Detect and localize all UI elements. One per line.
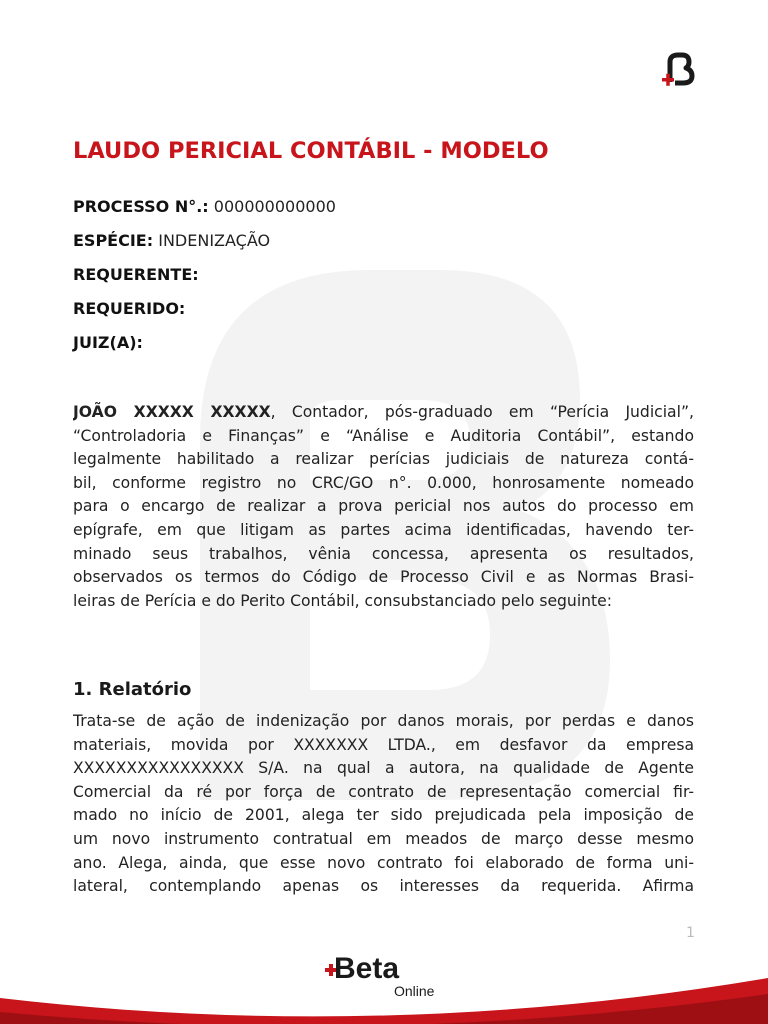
paragraph-line: para o encargo de realizar a prova pericial nos autos do processo em [73,497,694,516]
beta-logo-icon [662,52,698,88]
paragraph-line: materiais, movida por XXXXXXX LTDA., em desfavor da empresa [73,735,694,754]
beta-online-logo [322,948,452,1004]
paragraph-line: ano. Alega, ainda, que esse novo contrato foi elaborado de forma uni- [73,853,694,872]
field-label: JUIZ(A): [73,333,143,352]
footer-brand-text: Beta [334,952,400,985]
field-value: INDENIZAÇÃO [158,231,271,250]
report-paragraph [73,710,694,899]
field-label: ESPÉCIE: [73,231,154,250]
paragraph-line: bil, conforme registro no CRC/GO n°. 0.000, honrosamente nomeado [73,473,694,492]
paragraph-line: “Controladoria e Finanças” e “Análise e Auditoria Contábil”, estando [73,426,694,445]
paragraph-line: lateral, contemplando apenas os interesses da requerida. Afirma [73,877,694,896]
paragraph-line: epígrafe, em que litigam as partes acima identificadas, havendo ter- [73,520,694,539]
intro-paragraph [73,401,694,613]
expert-name: JOÃO XXXXX XXXXX [73,403,271,421]
field-requerente [73,265,336,299]
paragraph-line: Comercial da ré por força de contrato de representação comercial fir- [73,782,694,801]
field-value: 000000000000 [213,197,336,216]
field-requerido [73,299,336,333]
field-label: REQUERIDO: [73,299,186,318]
paragraph-line [73,401,694,425]
paragraph-line: um novo instrumento contratual em meados de março desse mesmo [73,829,694,848]
case-fields [73,197,336,367]
paragraph-line: minado seus trabalhos, vênia concessa, apresenta os resultados, [73,544,694,563]
section-title: 1. Relatório [73,679,192,700]
line-text: , Contador, pós-graduado em “Perícia Judicial”, [270,403,694,421]
paragraph-line: observados os termos do Código de Processo Civil e as Normas Brasi- [73,568,694,587]
field-processo [73,197,336,231]
paragraph-line: mado no início de 2001, alega ter sido prejudicada pela imposição de [73,806,694,825]
field-label: REQUERENTE: [73,265,199,284]
field-especie [73,231,336,265]
field-juiz [73,333,336,367]
paragraph-line: XXXXXXXXXXXXXXXX S/A. na qual a autora, na qualidade de Agente [73,759,694,778]
footer-brand-subtext: Online [394,983,435,999]
page-number: 1 [686,925,695,941]
field-label: PROCESSO N°.: [73,197,209,216]
paragraph-line: legalmente habilitado a realizar perícias judiciais de natureza contá- [73,450,694,469]
paragraph-line: leiras de Perícia e do Perito Contábil, consubstanciado pelo seguinte: [73,591,612,610]
paragraph-line: Trata-se de ação de indenização por danos morais, por perdas e danos [73,712,694,730]
document-title: LAUDO PERICIAL CONTÁBIL - MODELO [73,138,549,164]
